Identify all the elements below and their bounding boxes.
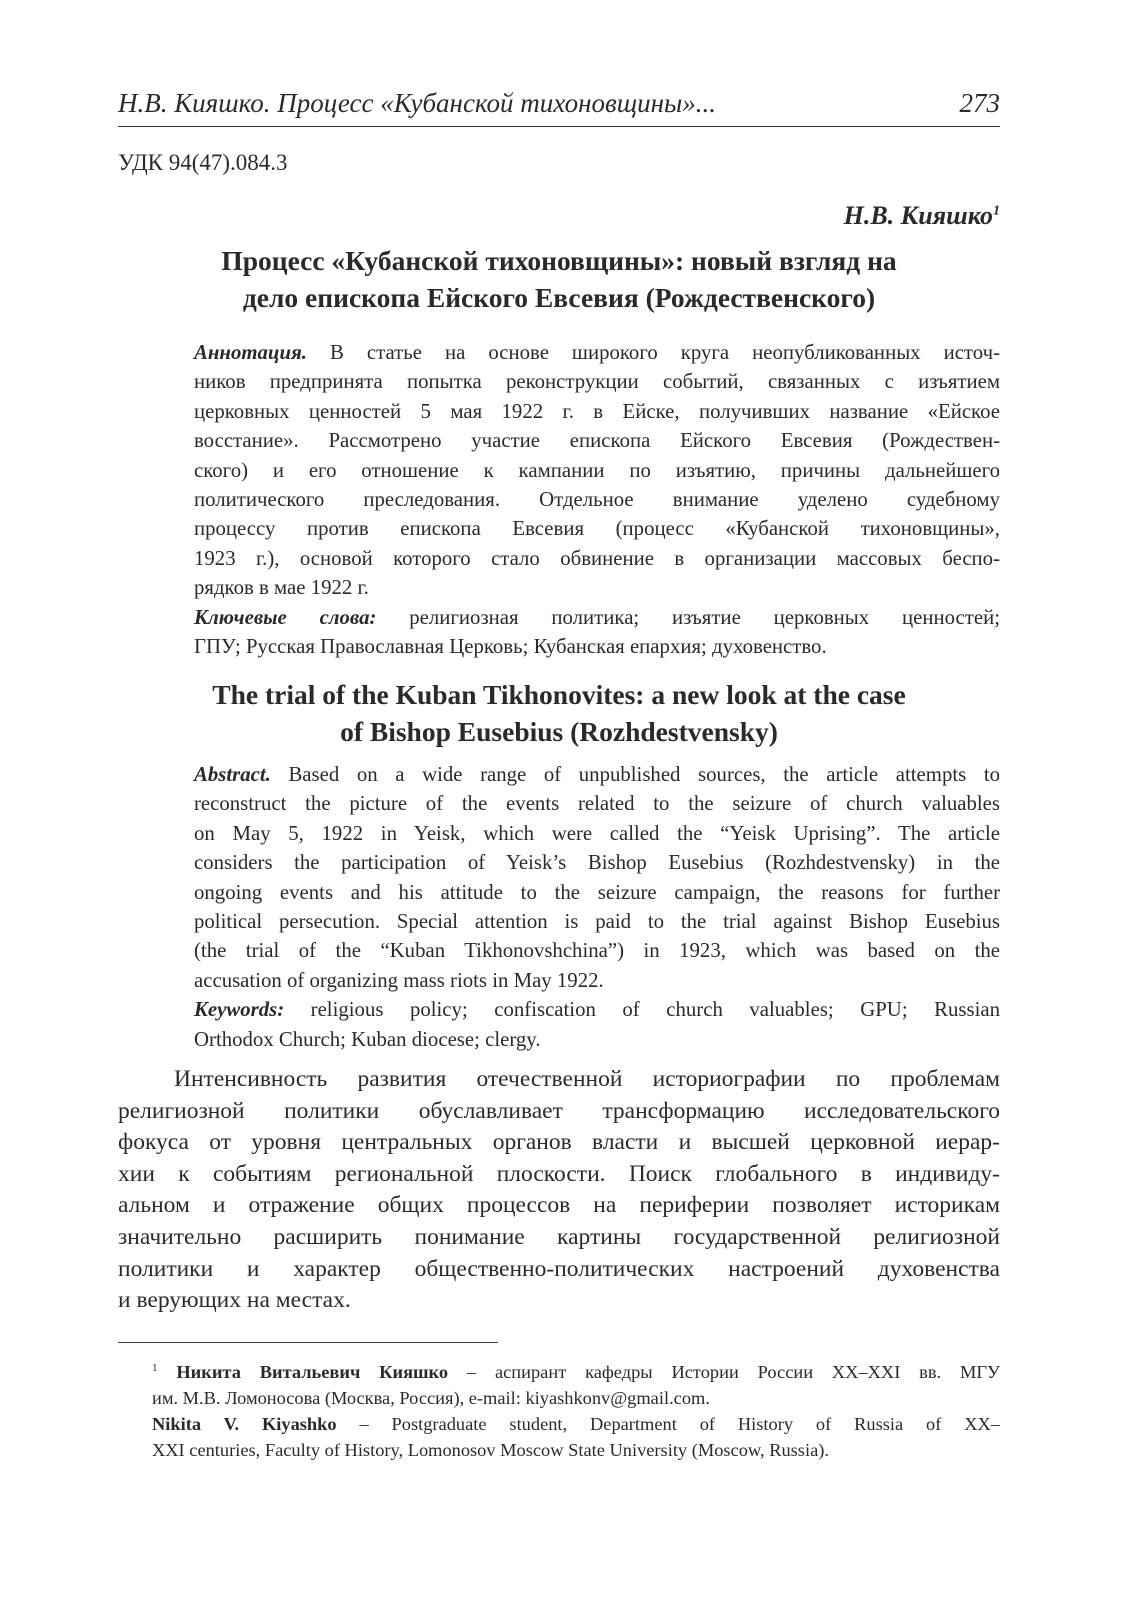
- abstract-en-line: [194, 760, 1000, 789]
- keywords-ru-line-text: религиозная политика; изъятие церковных ценностей;: [376, 605, 1000, 629]
- keywords-en-label: Keywords:: [194, 998, 285, 1022]
- annotation-ru-line: процессу против епископа Евсевия (процесс «Кубанской тихоновщины»,: [194, 517, 1000, 541]
- annotation-ru-line: церковных ценностей 5 мая 1922 г. в Ейске, получивших название «Ейское: [194, 399, 1000, 423]
- keywords-en-line-text: religious policy; confiscation of church valuables; GPU; Russian: [284, 998, 1000, 1022]
- abstract-en-line: political persecution. Special attention is paid to the trial against Bishop Eusebius: [194, 910, 1000, 934]
- abstract-en-line: reconstruct the picture of the events related to the seizure of church valuables: [194, 792, 1000, 816]
- author-name: [844, 201, 1000, 231]
- footnote-ru-name: Никита Витальевич Кияшко: [176, 1362, 449, 1383]
- udk-code: УДК 94(47).084.3: [118, 150, 288, 175]
- keywords-en-line: Orthodox Church; Kuban diocese; clergy.: [194, 1027, 541, 1051]
- footnote-divider: [118, 1342, 498, 1343]
- abstract-en-line: on May 5, 1922 in Yeisk, which were called the “Yeisk Uprising”. The article: [194, 821, 1000, 845]
- title-ru-line: Процесс «Кубанской тихоновщины»: новый взгляд на: [221, 245, 897, 276]
- abstract-en-line: ongoing events and his attitude to the seizure campaign, the reasons for further: [194, 880, 1000, 904]
- footnote-en-line: XXI centuries, Faculty of History, Lomonosov Moscow State University (Moscow, Russia).: [152, 1440, 829, 1461]
- footnotes: [152, 1355, 1000, 1463]
- footnote-ru-line: им. М.В. Ломоносова (Москва, Россия), e-mail: kiyashkonv@gmail.com.: [152, 1388, 710, 1409]
- author-name-text: Н.В. Кияшко: [843, 201, 993, 230]
- annotation-ru-line: ского) и его отношение к кампании по изъятию, причины дальнейшего: [194, 458, 1000, 482]
- title-en-line: of Bishop Eusebius (Rozhdestvensky): [340, 716, 778, 747]
- running-title: Н.В. Кияшко. Процесс «Кубанской тихоновщины»...: [118, 88, 717, 118]
- author-footnote-mark: 1: [993, 203, 1000, 219]
- annotation-ru-line: политического преследования. Отдельное внимание уделено судебному: [194, 488, 1000, 512]
- body-line: значительно расширить понимание картины государственной религиозной: [118, 1223, 1000, 1250]
- annotation-ru-line: 1923 г.), основой которого стало обвинение в организации массовых беспо-: [194, 546, 1000, 570]
- keywords-ru-line: ГПУ; Русская Православная Церковь; Кубанская епархия; духовенство.: [194, 635, 827, 659]
- title-ru: [118, 242, 1000, 316]
- title-en: [118, 676, 1000, 750]
- abstract-en: [194, 760, 1000, 1054]
- annotation-ru-line: [194, 338, 1000, 367]
- body-line: Интенсивность развития отечественной историографии по проблемам: [174, 1066, 1000, 1092]
- body-paragraph: [118, 1064, 1000, 1317]
- annotation-ru-line: восстание». Рассмотрено участие епископа Ейского Евсевия (Рождествен-: [194, 429, 1000, 453]
- body-line: фокуса от уровня центральных органов власти и высшей церковной иерар-: [118, 1129, 1000, 1156]
- abstract-en-line: accusation of organizing mass riots in May 1922.: [194, 968, 604, 992]
- annotation-ru: [194, 338, 1000, 661]
- running-header: [118, 88, 1000, 127]
- footnote-en-line: [152, 1411, 1000, 1437]
- page-number: 273: [959, 88, 1000, 118]
- body-line: политики и характер общественно-политических настроений духовенства: [118, 1255, 1000, 1282]
- annotation-ru-line: рядков в мае 1922 г.: [194, 576, 369, 600]
- footnote-en-name: Nikita V. Kiyashko: [152, 1414, 337, 1435]
- title-ru-line: дело епископа Ейского Евсевия (Рождественского): [242, 282, 876, 313]
- body-line: альном и отражение общих процессов на периферии позволяет историкам: [118, 1192, 1000, 1219]
- abstract-en-line: considers the participation of Yeisk’s Bishop Eusebius (Rozhdestvensky) in the: [194, 851, 1000, 875]
- abstract-en-label: Abstract.: [194, 763, 271, 786]
- keywords-ru-line: [194, 603, 1000, 632]
- keywords-en-line: [194, 995, 1000, 1024]
- body-line: и верующих на местах.: [118, 1287, 351, 1314]
- footnote-mark: 1: [152, 1362, 158, 1374]
- body-line: хии к событиям региональной плоскости. Поиск глобального в индивиду-: [118, 1160, 1000, 1187]
- annotation-ru-label: Аннотация.: [194, 341, 307, 364]
- annotation-ru-line: ников предпринята попытка реконструкции событий, связанных с изъятием: [194, 370, 1000, 394]
- keywords-ru-label: Ключевые слова:: [194, 605, 377, 629]
- abstract-en-line: (the trial of the “Kuban Tikhonovshchina”) in 1923, which was based on the: [194, 939, 1000, 963]
- annotation-ru-line-text: В статье на основе широкого круга неопубликованных источ-: [306, 341, 1000, 364]
- footnote-en-line-text: – Postgraduate student, Department of History of Russia of XX–: [336, 1414, 1001, 1435]
- title-en-line: The trial of the Kuban Tikhonovites: a new look at the case: [212, 679, 906, 710]
- abstract-en-line-text: Based on a wide range of unpublished sources, the article attempts to: [270, 763, 1000, 786]
- footnote-ru-line: [152, 1355, 1000, 1385]
- footnote-ru-line-text: – аспирант кафедры Истории России XX–XXI вв. МГУ: [448, 1362, 1000, 1383]
- body-line: религиозной политики обуславливает трансформацию исследовательского: [118, 1097, 1000, 1124]
